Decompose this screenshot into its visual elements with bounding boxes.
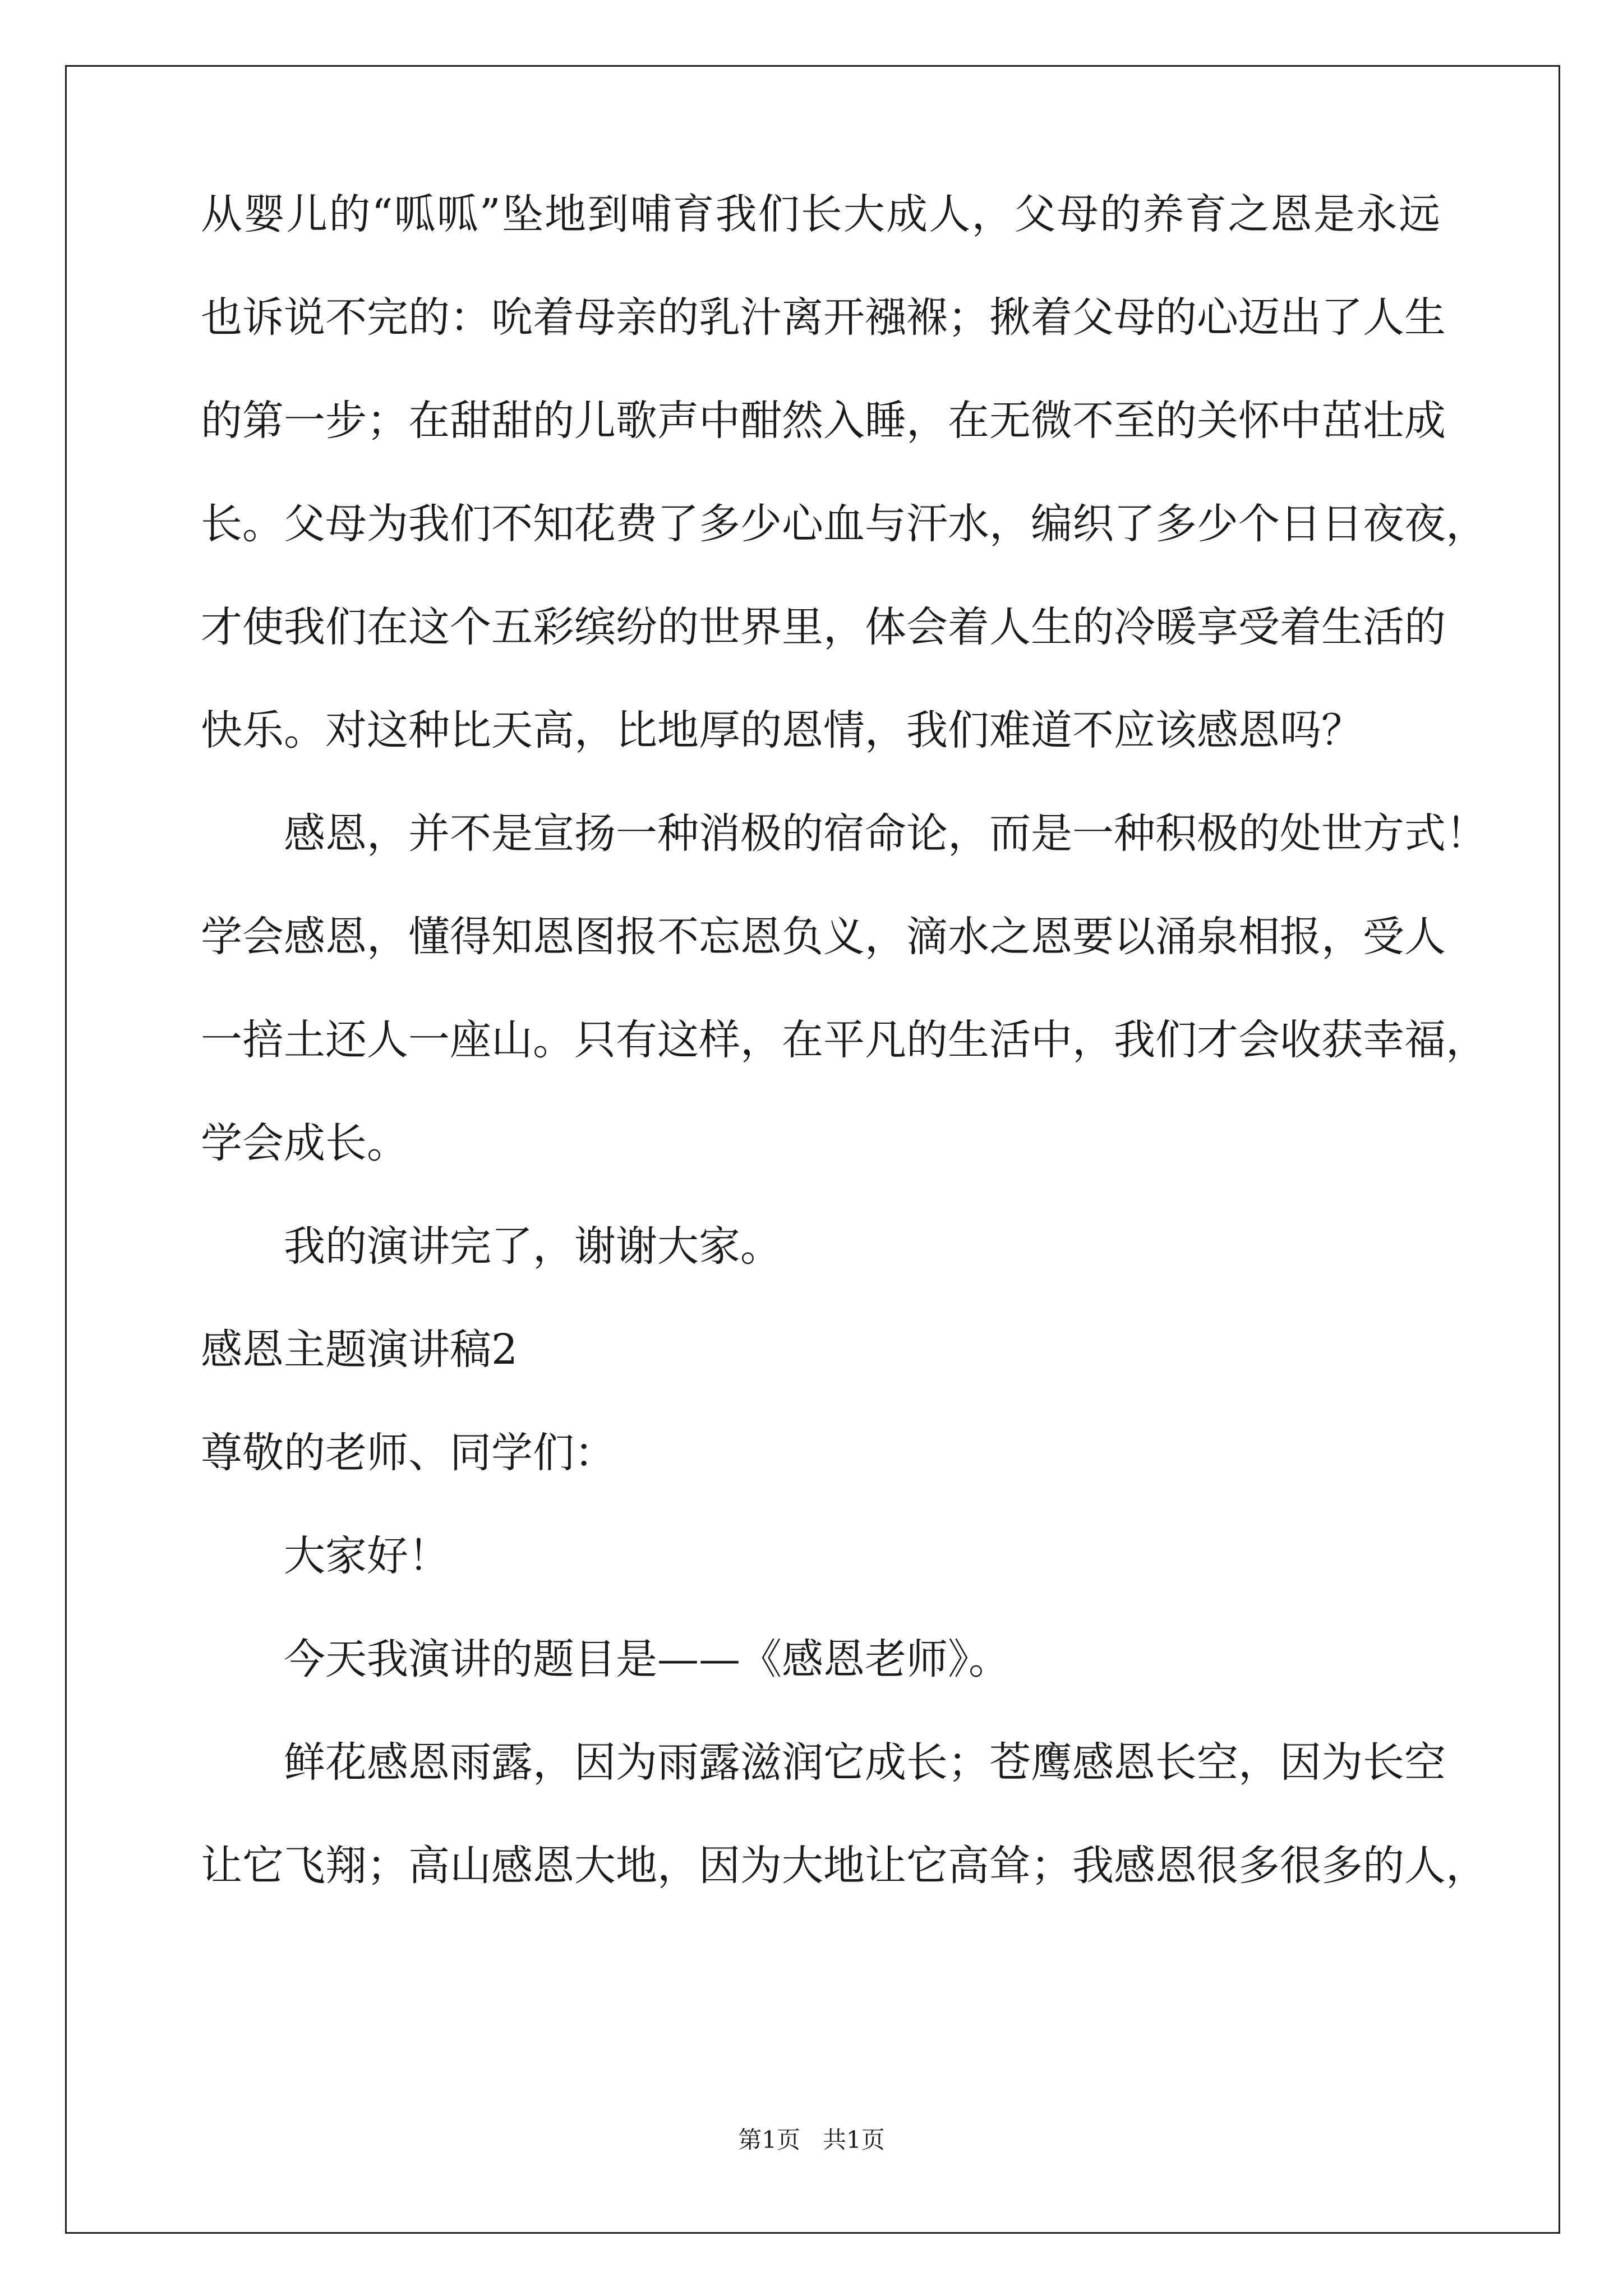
text-line: 鲜花感恩雨露，因为雨露滋润它成长；苍鹰感恩长空，因为长空 [284,1738,1446,1787]
greeting: 大家好！ [284,1532,450,1580]
text-line: 从婴儿的“呱呱”坠地到哺育我们长大成人，父母的养育之恩是永远 [201,190,1440,238]
text-line: 才使我们在这个五彩缤纷的世界里，体会着人生的冷暖享受着生活的 [201,603,1446,651]
text-line: 让它飞翔；高山感恩大地，因为大地让它高耸；我感恩很多很多的人， [201,1842,1487,1890]
text-line: 学会成长。 [201,1119,408,1167]
text-line: 也诉说不完的：吮着母亲的乳汁离开襁褓；揪着父母的心迈出了人生 [201,293,1446,342]
text-line: 我的演讲完了，谢谢大家。 [284,1222,782,1271]
document-body [201,190,1487,1948]
text-line: 学会感恩，懂得知恩图报不忘恩负义，滴水之恩要以涌泉相报，受人 [201,913,1446,961]
page-footer: 第1页 共1页 [738,2126,885,2154]
salutation: 尊敬的老师、同学们： [201,1429,616,1477]
text-line: 感恩，并不是宣扬一种消极的宿命论，而是一种积极的处世方式！ [284,809,1487,858]
text-line: 一掊土还人一座山。只有这样，在平凡的生活中，我们才会收获幸福， [201,1016,1487,1064]
section-heading: 感恩主题演讲稿2 [201,1326,518,1374]
text-line: 今天我演讲的题目是——《感恩老师》。 [284,1635,1010,1683]
text-line: 快乐。对这种比天高，比地厚的恩情，我们难道不应该感恩吗？ [201,706,1363,754]
text-line: 长。父母为我们不知花费了多少心血与汗水，编织了多少个日日夜夜， [201,500,1487,548]
text-line: 的第一步；在甜甜的儿歌声中酣然入睡，在无微不至的关怀中茁壮成 [201,397,1446,445]
